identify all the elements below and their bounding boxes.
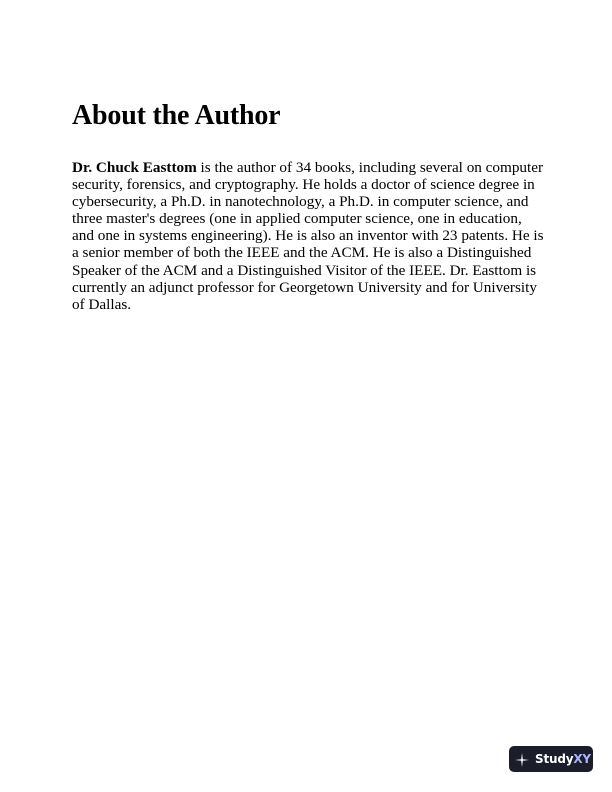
author-name: Dr. Chuck Easttom xyxy=(72,159,197,176)
author-bio-text: is the author of 34 books, including several on computer security, forensics, and cryptography. He holds a doctor of science degree in cybersecurity, a Ph.D. in nanotechnology, a Ph.D. in computer science, and three master's degrees (one in applied computer science, one in education, and one in systems engineering). He is also an inventor with 23 patents. He is a senior member of both the IEEE and the ACM. He is also a Distinguished Speaker of the ACM and a Distinguished Visitor of the IEEE. Dr. Easttom is currently an adjunct professor for Georgetown University and for University of Dallas. xyxy=(72,159,544,313)
studyxy-logo-text xyxy=(535,752,591,766)
page-title: About the Author xyxy=(72,100,281,131)
plus-sparkle-icon xyxy=(515,752,529,766)
brand-main: Study xyxy=(535,752,574,766)
author-bio xyxy=(72,159,546,313)
studyxy-badge[interactable] xyxy=(509,746,593,772)
brand-accent: XY xyxy=(573,752,591,766)
